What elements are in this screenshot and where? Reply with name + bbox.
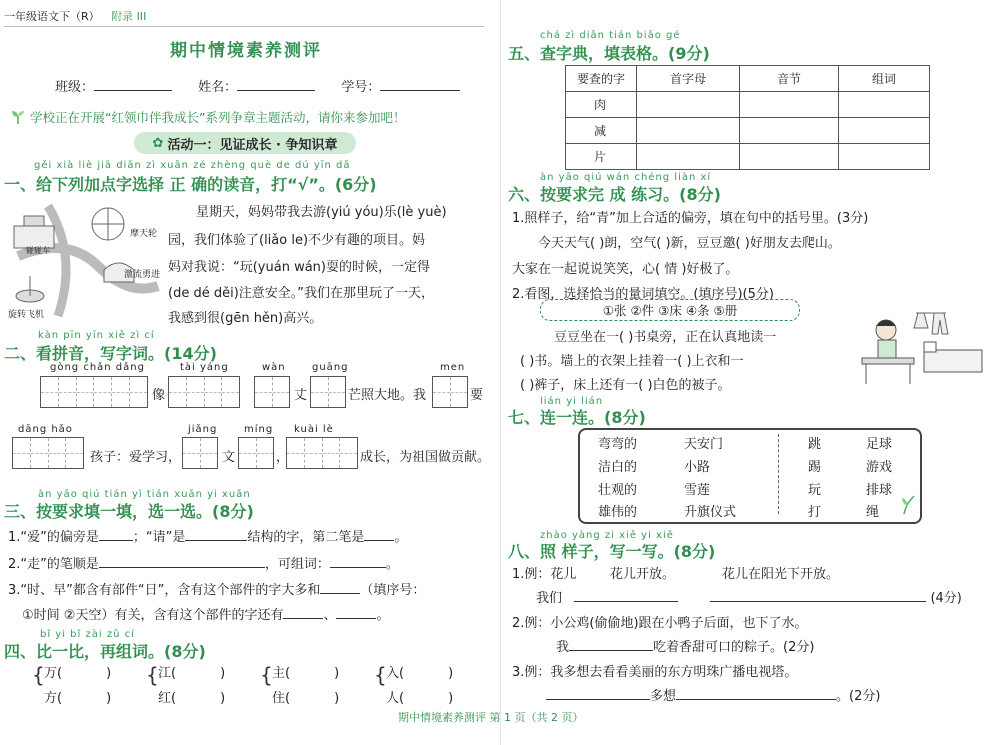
bedroom-illustration [856,308,986,388]
s4-pinyin: bǐ yi bǐ zài zǔ cí [40,629,135,640]
s3-q1-blank-2[interactable] [185,540,247,541]
s3-q3-blank-1[interactable] [320,593,360,594]
s2-box-r2-1[interactable] [12,437,84,469]
s2-r1-py-4: guāng [312,362,349,373]
intro-text: 学校正在开展“红领巾伴我成长”系列争章主题活动，请你来参加吧！ [30,110,406,125]
table-cell-input[interactable] [637,144,740,170]
activity-banner [134,132,356,154]
header-rule [4,26,484,27]
match-left-a-1[interactable]: 弯弯的 [598,437,638,452]
s2-r1-txt-2: 丈 [294,388,308,403]
s8-e2-blank[interactable] [569,650,653,651]
match-right-b-1[interactable]: 足球 [866,437,893,452]
s8-title: 八、照 样子，写一写。(8分) [508,542,716,561]
s6-q1-line1: 今天天气( )朗，空气( )新，豆豆邀( )好朋友去爬山。 [538,236,841,251]
s3-q3-a: 3.“时、早”都含有部件“日”，含有这个部件的字大多和 [8,583,321,598]
s2-r1-py-2: tài yáng [180,362,229,373]
table-cell-input[interactable] [740,92,839,118]
s2-box-r1-5[interactable] [432,376,468,408]
s3-title: 三、按要求填一填，选一选。(8分) [4,502,254,521]
s4-brace-4: { [374,663,387,687]
table-header-row [566,66,930,92]
s2-box-r1-1[interactable] [40,376,148,408]
student-info [55,76,460,95]
s6-q1-line2: 大家在一起说说笑笑，心( 情 )好极了。 [512,262,739,277]
s2-pinyin: kàn pīn yīn xiě zì cí [38,330,155,341]
s8-e1-we: 我们 [536,591,563,606]
match-right-b-4[interactable]: 绳 [866,505,880,520]
table-header: 组词 [839,66,930,92]
table-cell-input[interactable] [839,144,930,170]
table-cell-input[interactable] [740,144,839,170]
s2-r1-py-5: men [440,362,466,373]
map-label-rapids: 激流勇进 [124,270,161,280]
s1-line-1: 星期天，妈妈带我去游(yiú yóu)乐(lè yuè) [196,205,447,220]
s8-e1-c: 花儿在阳光下开放。 [722,567,840,582]
s3-q3-c: ①时间 ②天空）有关，含有这个部件的字还有 [22,608,284,623]
s2-r2-txt-2: 文 [222,450,236,465]
s1-title: 一、给下列加点字选择 正 确的读音，打“√”。(6分) [4,175,377,194]
matching-divider [778,434,779,514]
s8-e1-blank-1[interactable] [574,601,678,602]
class-label: 班级： [55,80,95,95]
s6-title: 六、按要求完 成 练习。(8分) [508,185,721,204]
table-header: 音节 [740,66,839,92]
s3-q2-a: 2.“走”的笔顺是 [8,557,99,572]
s5-pinyin: chá zì diǎn tián biǎo gé [540,30,681,41]
s1-line-5: 我感到很(gēn hěn)高兴。 [168,311,323,326]
s2-r1-py-3: wàn [262,362,286,373]
id-label: 学号： [341,80,381,95]
s2-r1-txt-4: 要 [470,388,484,403]
s8-e3-blank-1[interactable] [546,699,650,700]
table-header: 要查的字 [566,66,637,92]
s4-pair-1b[interactable]: 方( ) [44,691,112,706]
map-label-bumper: 碰碰车 [26,246,50,255]
s6-q2: 2.看图，选择恰当的量词填空。(填序号)(5分) [512,287,774,302]
s4-pair-2b[interactable]: 红( ) [158,691,226,706]
s3-q3-line2 [22,604,389,623]
match-left-b-2[interactable]: 小路 [684,460,711,475]
s2-r2-py-2: jiǎng [188,424,218,435]
s3-q2-blank-1[interactable] [99,567,265,568]
s8-e3-mid: 多想 [650,689,677,704]
activity-title: 活动一：见证成长 · 争知识章 [167,137,338,153]
s3-q2-c: 。 [385,557,399,572]
s2-box-r2-4[interactable] [286,437,358,469]
s3-q3-blank-2[interactable] [283,618,323,619]
match-right-a-3[interactable]: 玩 [808,483,822,498]
s3-q1-blank-1[interactable] [99,540,133,541]
match-left-b-4[interactable]: 升旗仪式 [684,505,737,520]
s3-q1 [8,526,407,545]
s3-q1-b: ；“请”是 [132,530,186,545]
id-field[interactable] [380,90,460,91]
s2-r2-txt-3: ， [276,450,290,465]
s1-line-3: 妈对我说：“玩(yuán wán)耍的时候，一定得 [168,260,430,275]
s3-q1-c: 结构的字，第二笔是 [247,530,365,545]
s4-brace-3: { [260,663,273,687]
table-cell-char: 肉 [566,92,637,118]
table-cell-input[interactable] [839,118,930,144]
table-cell-char: 减 [566,118,637,144]
intro-line [10,108,405,126]
page-divider [500,0,501,745]
page-footer: 期中情境素养测评 第 1 页（共 2 页） [398,711,584,724]
leaf-icon [900,494,916,514]
s2-box-r1-3[interactable] [254,376,290,408]
s2-box-r2-2[interactable] [182,437,218,469]
match-right-a-2[interactable]: 踢 [808,460,822,475]
s2-r2-py-3: míng [244,424,274,435]
s6-q1: 1.照样子，给“青”加上合适的偏旁，填在句中的括号里。(3分) [512,211,869,226]
table-cell-input[interactable] [637,118,740,144]
s8-e2-i: 我 [556,640,570,655]
match-left-a-2[interactable]: 洁白的 [598,460,638,475]
table-cell-char: 片 [566,144,637,170]
match-left-a-4[interactable]: 雄伟的 [598,505,638,520]
s2-r1-txt-1: 像 [152,388,166,403]
s3-pinyin: àn yāo qiú tián yì tián xuǎn yi xuǎn [38,489,251,500]
s1-line-4: (de dé děi)注意安全。”我们在那里玩了一天， [168,286,435,301]
s8-e1-line2 [536,587,962,606]
s8-e3-blank-2[interactable] [676,699,836,700]
s4-pair-3a[interactable]: 主( ) [272,666,340,681]
name-field[interactable] [237,90,315,91]
s6-p3: ( )裤子，床上还有一( )白色的被子。 [520,378,731,393]
s3-q3-blank-3[interactable] [336,618,376,619]
s5-title: 五、查字典，填表格。(9分) [508,44,710,63]
s1-line-2: 园，我们体验了(liǎo le)不少有趣的项目。妈 [168,233,426,248]
s4-pair-4b[interactable]: 人( ) [386,691,454,706]
s4-pair-1a[interactable]: 万( ) [44,666,112,681]
s6-pinyin: àn yāo qiú wán chéng liàn xí [540,172,712,183]
s3-q3-e: 。 [376,608,390,623]
s3-q3-b: （填序号： [360,583,426,598]
name-label: 姓名： [198,80,238,95]
s6-p1: 豆豆坐在一( )书桌旁，正在认真地读一 [554,330,777,345]
table-row [566,92,930,118]
map-label-ferris: 摩天轮 [130,229,158,239]
s8-pinyin: zhào yàng zi xiě yi xiě [540,530,674,541]
s8-e3-score: 。(2分) [836,689,881,704]
s8-e1-b: 花儿开放。 [610,567,676,582]
s7-pinyin: lián yi lián [540,396,604,407]
table-cell-input[interactable] [637,92,740,118]
table-row [566,144,930,170]
s2-r1-py-1: gòng chǎn dǎng [50,362,145,373]
s3-q2-blank-2[interactable] [330,567,386,568]
s3-q1-a: 1.“爱”的偏旁是 [8,530,99,545]
s8-e3: 3.例：我多想去看看美丽的东方明珠广播电视塔。 [512,665,798,680]
course-header [4,8,146,24]
map-label-plane: 旋转飞机 [8,310,45,320]
match-right-b-3[interactable]: 排球 [866,483,893,498]
s8-e3-line2 [546,685,880,704]
s8-e2: 2.例：小公鸡(偷偷地)跟在小鸭子后面，也下了水。 [512,616,808,631]
match-left-b-1[interactable]: 天安门 [684,437,724,452]
s4-pair-4a[interactable]: 入( ) [386,666,454,681]
s2-r2-py-4: kuài lè [294,424,334,435]
s2-r2-py-1: dāng hǎo [18,424,73,435]
s2-box-r2-3[interactable] [238,437,274,469]
s8-e2-rest: 吃着香甜可口的粽子。(2分) [653,640,815,655]
s7-title: 七、连一连。(8分) [508,408,646,427]
match-left-a-3[interactable]: 壮观的 [598,483,638,498]
dictionary-table [565,65,930,170]
sprout-icon [10,109,26,125]
s4-brace-1: { [32,663,45,687]
s8-e1-blank-2[interactable] [710,601,926,602]
s2-box-r1-4[interactable] [310,376,346,408]
s4-brace-2: { [146,663,159,687]
match-left-b-3[interactable]: 雪莲 [684,483,711,498]
class-field[interactable] [94,90,172,91]
s3-q2 [8,553,399,572]
measure-word-options: ①张 ②件 ③床 ④条 ⑤册 [540,299,800,321]
s2-r2-txt-4: 成长，为祖国做贡献。 [360,450,491,465]
s2-box-r1-2[interactable] [168,376,240,408]
s6-p2: ( )书。墙上的衣架上挂着一( )上衣和一 [520,354,744,369]
s3-q1-d: 。 [394,530,408,545]
s4-title: 四、比一比，再组词。(8分) [4,642,206,661]
s2-r1-txt-3: 芒照大地。我 [348,388,427,403]
s3-q1-blank-3[interactable] [364,540,394,541]
table-row [566,118,930,144]
s8-e2-line2 [556,636,814,655]
s3-q3-d: 、 [323,608,337,623]
table-cell-input[interactable] [839,92,930,118]
match-right-b-2[interactable]: 游戏 [866,460,893,475]
s8-e1-score: (4分) [930,591,962,606]
page-title: 期中情境素养测评 [170,41,322,61]
s4-pair-2a[interactable]: 江( ) [158,666,226,681]
match-right-a-4[interactable]: 打 [808,505,822,520]
s3-q3 [8,579,425,598]
s1-pinyin: gěi xià liè jiā diǎn zì xuǎn zé zhèng què de dú yīn dǎ [34,160,351,171]
amusement-park-map [8,196,160,320]
s4-pair-3b[interactable]: 住( ) [272,691,340,706]
s2-title: 二、看拼音，写字词。(14分) [4,344,217,363]
flower-icon: ✿ [152,135,164,151]
table-cell-input[interactable] [740,118,839,144]
match-right-a-1[interactable]: 跳 [808,437,822,452]
appendix-label: 附录 III [111,10,147,23]
s3-q2-b: ，可组词： [264,557,330,572]
s8-e1-a: 1.例：花儿 [512,567,577,582]
s2-r2-txt-1: 孩子：爱学习， [90,450,182,465]
course-label: 一年级语文下（R） [4,10,100,23]
table-header: 首字母 [637,66,740,92]
